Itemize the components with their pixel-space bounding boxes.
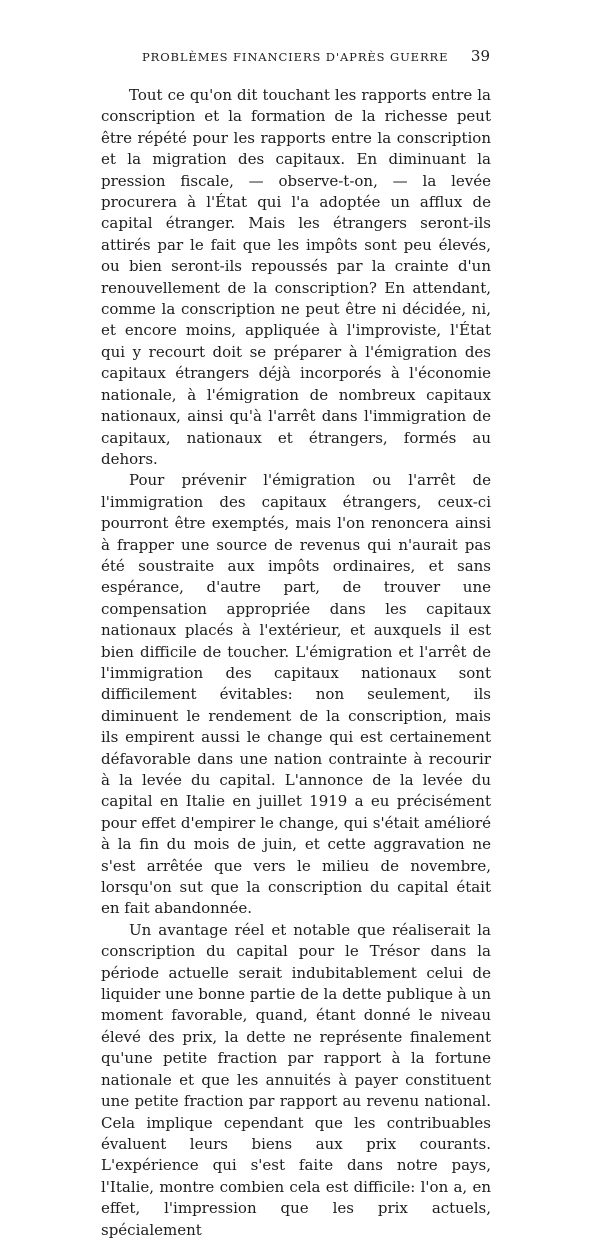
paragraph-treasury-advantage: Un avantage réel et notable que réaliserait la conscription du capital pour le Trésor dans la période actuelle serait indubitablement celui de liquider une bonne partie de la dette publique à un moment favorable, quand, étant donné le niveau élevé des prix, la dette ne représente finalement qu'une petite fraction par rapport à la fortune nationale et que les annuités à payer constituent une petite fraction par rapport au revenu national. Cela implique cependant que les contribuables évaluent leurs biens aux prix courants. L'expérience qui s'est faite dans notre pays, l'Italie, montre combien cela est difficile: l'on a, en effet, l'impression que les prix actuels, spécialement bbox=[101, 920, 491, 1239]
page-number: 39 bbox=[470, 47, 490, 65]
paragraph-capital-emigration: Pour prévenir l'émigration ou l'arrêt de l'immigration des capitaux étrangers, ceux-ci pourront être exemptés, mais l'on renoncera ainsi à frapper une source de revenus qui n'aurait pas été soustraite aux impôts ordinaires, et sans espérance, d'autre part, de trouver une compensation appropriée dans les capitaux nationaux placés à l'extérieur, et auxquels il est bien difficile de toucher. L'émigration et l'arrêt de l'immigration des capitaux nationaux sont difficilement évitables: non seulement, ils diminuent le rendement de la conscription, mais ils empirent aussi le change qui est certainement défavorable dans une nation contrainte à recourir à la levée du capital. L'annonce de la levée du capital en Italie en juillet 1919 a eu précisément pour effet d'empirer le change, qui s'était amélioré à la fin du mois de juin, et cette aggravation ne s'est arrêtée que vers le milieu de novembre, lorsqu'on sut que la conscription du capital était en fait abandonnée. bbox=[101, 471, 491, 918]
paragraph-conscription-migration: Tout ce qu'on dit touchant les rapports entre la conscription et la formation de la richesse peut être répété pour les rapports entre la conscription et la migration des capitaux. En diminuant la pression fiscale, — observe-t-on, — la levée procurera à l'État qui l'a adoptée un afflux de capital étranger. Mais les étrangers seront-ils attirés par le fait que les impôts sont peu élevés, ou bien seront-ils repoussés par la crainte d'un renouvellement de la conscription? En attendant, comme la conscription ne peut être ni décidée, ni, et encore moins, appliquée à l'improviste, l'État qui y recourt doit se préparer à l'émigration des capitaux étrangers déjà incorporés à l'économie nationale, à l'émigration de nombreux capitaux nationaux, ainsi qu'à l'arrêt dans l'immigration de capitaux, nationaux et étrangers, formés au dehors. bbox=[101, 86, 491, 468]
body-text bbox=[101, 85, 491, 1241]
running-header bbox=[100, 47, 490, 70]
running-title: PROBLÈMES FINANCIERS D'APRÈS GUERRE bbox=[142, 50, 449, 64]
